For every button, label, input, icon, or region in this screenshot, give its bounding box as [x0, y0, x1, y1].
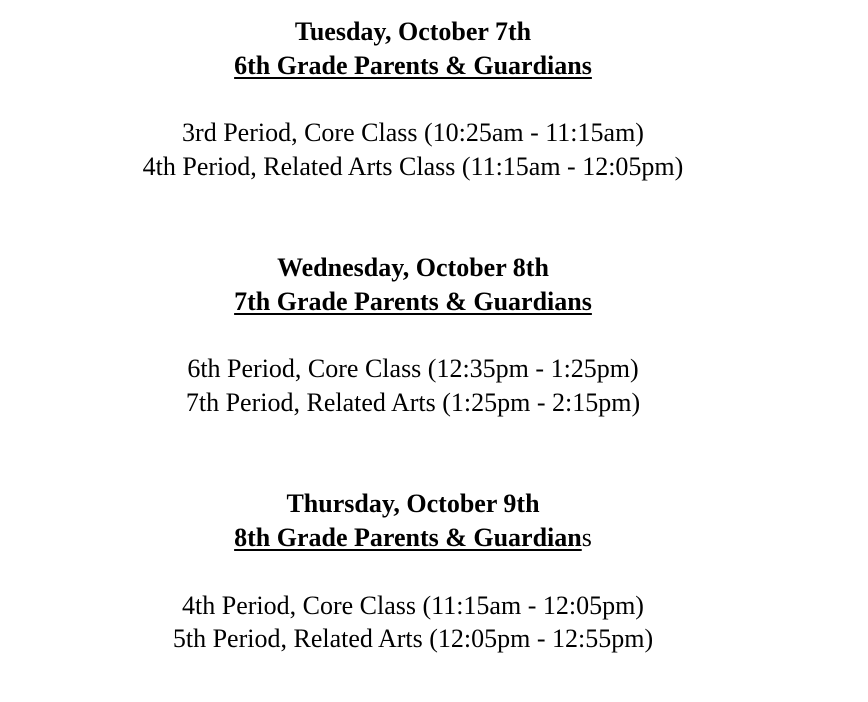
- section-1-period-1: 3rd Period, Core Class (10:25am - 11:15am): [182, 118, 644, 147]
- section-1-date: Tuesday, October 7th: [294, 17, 532, 46]
- section-3-audience: [0, 523, 826, 553]
- section-2-period-1: 6th Period, Core Class (12:35pm - 1:25pm): [187, 354, 639, 383]
- section-1-audience: [0, 51, 826, 81]
- section-2-period-2: 7th Period, Related Arts (1:25pm - 2:15pm): [185, 388, 641, 417]
- section-2-audience: [0, 287, 826, 317]
- section-1-audience-text: 6th Grade Parents & Guardians: [234, 51, 592, 80]
- section-3-period-2: 5th Period, Related Arts (12:05pm - 12:55pm): [172, 624, 654, 653]
- section-3-date: Thursday, October 9th: [286, 489, 540, 518]
- section-3-audience-tail: s: [581, 523, 592, 552]
- section-2-date: Wednesday, October 8th: [277, 253, 549, 282]
- section-1-period-2: 4th Period, Related Arts Class (11:15am - 12:05pm): [142, 152, 684, 181]
- section-2-audience-text: 7th Grade Parents & Guardians: [234, 287, 592, 316]
- section-3-period-1: 4th Period, Core Class (11:15am - 12:05pm): [182, 591, 644, 620]
- section-3-audience-text: 8th Grade Parents & Guardian: [234, 523, 582, 552]
